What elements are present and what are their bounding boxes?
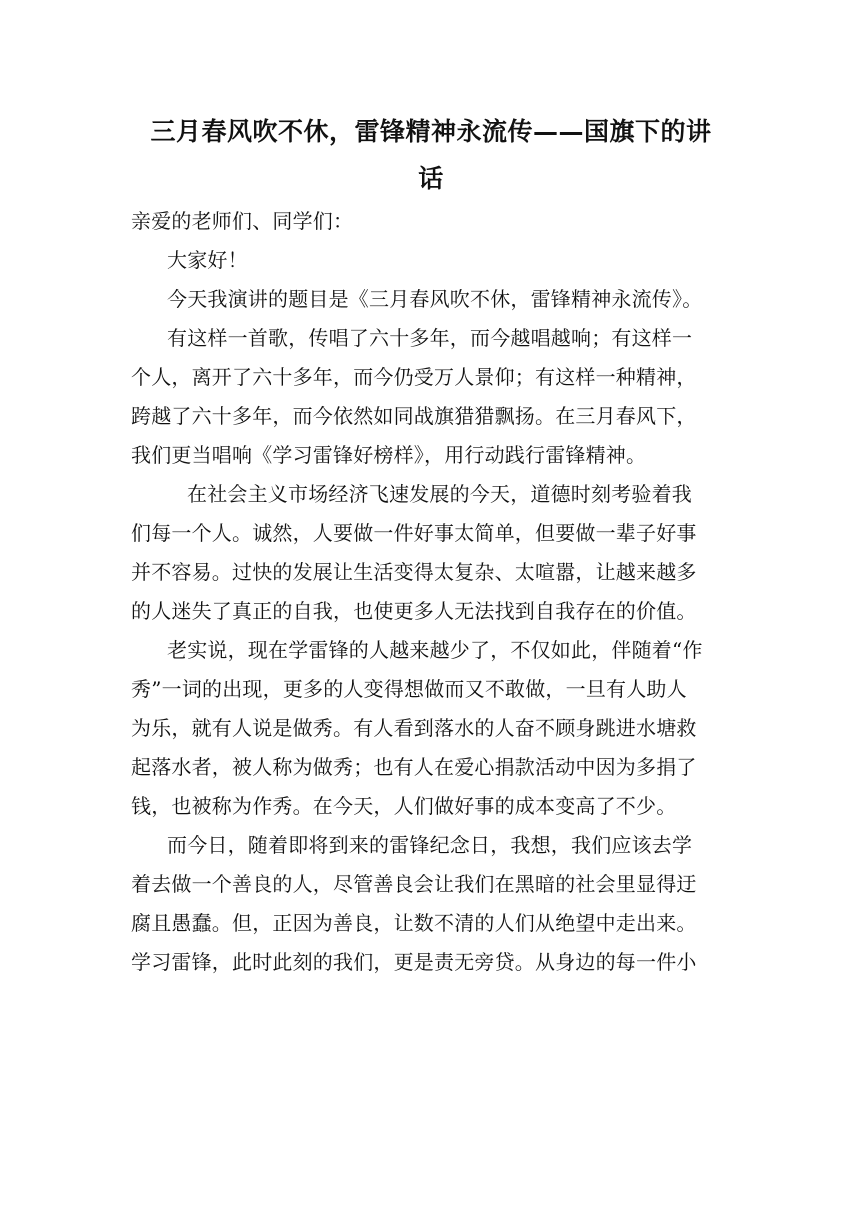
title-line-1: 三月春风吹不休，雷锋精神永流传——国旗下的讲 — [150, 117, 712, 146]
body-line: 学习雷锋，此时此刻的我们，更是责无旁贷。从身边的每一件小 — [131, 950, 697, 974]
body-line: 秀”一词的出现，更多的人变得想做而又不敢做，一旦有人助人 — [131, 677, 687, 701]
body-line: 腐且愚蠢。但，正因为善良，让数不清的人们从绝望中走出来。 — [131, 911, 697, 935]
body-line: 老实说，现在学雷锋的人越来越少了，不仅如此，伴随着“作 — [167, 638, 703, 662]
document-page — [131, 108, 731, 982]
body-line: 起落水者，被人称为做秀；也有人在爱心捐款活动中因为多捐了 — [131, 755, 697, 779]
salutation: 亲爱的老师们、同学们： — [131, 209, 354, 233]
body-line: 个人，离开了六十多年，而今仍受万人景仰；有这样一种精神， — [131, 365, 697, 389]
body-line: 钱，也被称为作秀。在今天，人们做好事的成本变高了不少。 — [131, 794, 677, 818]
body-line: 跨越了六十多年，而今依然如同战旗猎猎飘扬。在三月春风下， — [131, 404, 697, 428]
document-title — [131, 108, 731, 202]
document-body — [131, 202, 731, 982]
body-line: 而今日，随着即将到来的雷锋纪念日，我想，我们应该去学 — [167, 833, 693, 857]
title-line-2: 话 — [418, 164, 444, 193]
body-line: 有这样一首歌，传唱了六十多年，而今越唱越响；有这样一 — [167, 326, 693, 350]
greeting: 大家好！ — [167, 248, 248, 272]
body-line: 在社会主义市场经济飞速发展的今天，道德时刻考验着我 — [187, 482, 692, 506]
body-line: 们每一个人。诚然，人要做一件好事太简单，但要做一辈子好事 — [131, 521, 697, 545]
body-line: 并不容易。过快的发展让生活变得太复杂、太喧嚣，让越来越多 — [131, 560, 697, 584]
body-line: 我们更当唱响《学习雷锋好榜样》，用行动践行雷锋精神。 — [131, 443, 647, 467]
body-line: 着去做一个善良的人，尽管善良会让我们在黑暗的社会里显得迂 — [131, 872, 697, 896]
body-line: 今天我演讲的题目是《三月春风吹不休，雷锋精神永流传》。 — [167, 287, 703, 311]
body-line: 为乐，就有人说是做秀。有人看到落水的人奋不顾身跳进水塘救 — [131, 716, 697, 740]
body-line: 的人迷失了真正的自我，也使更多人无法找到自我存在的价值。 — [131, 599, 697, 623]
